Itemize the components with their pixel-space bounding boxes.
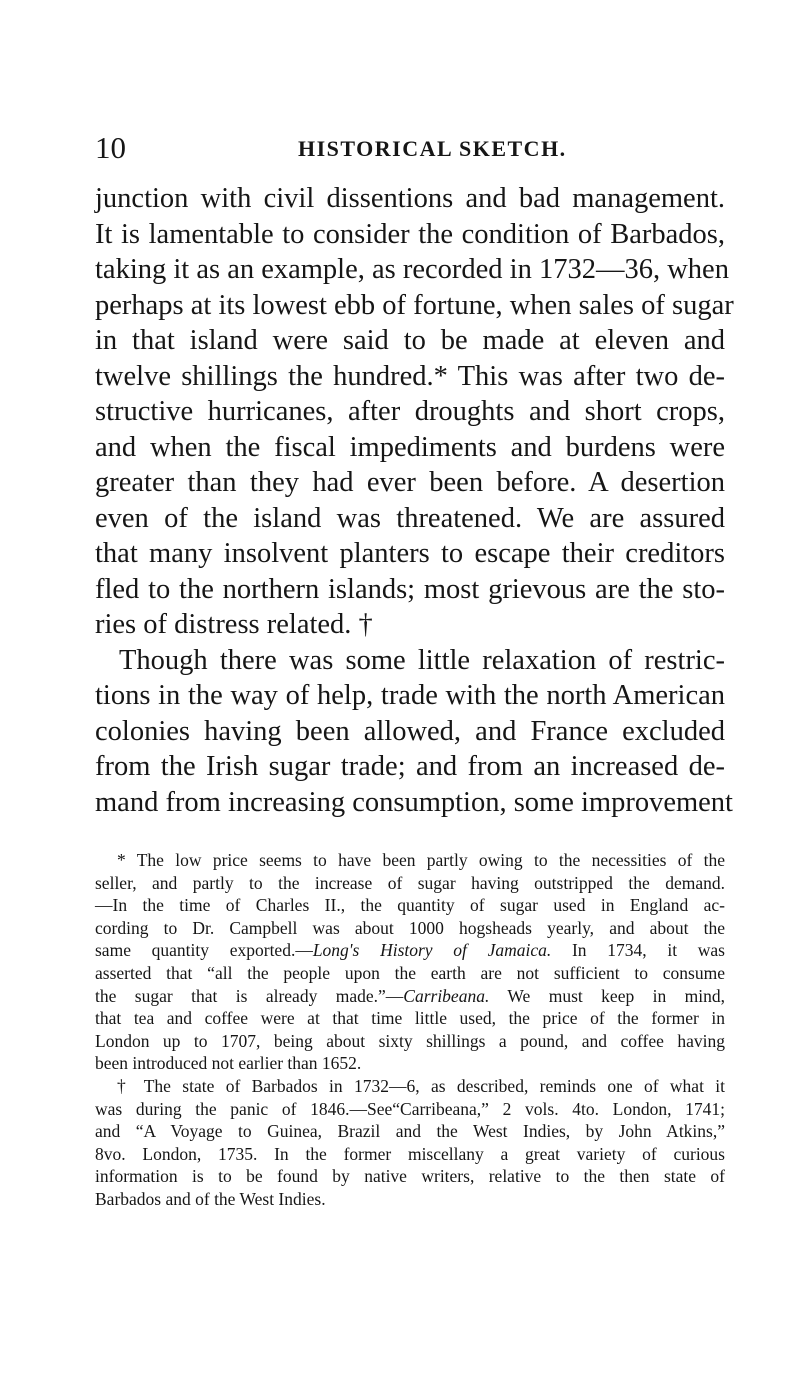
text-line: ries of distress related. † (95, 609, 373, 640)
footnote-asterisk (95, 849, 725, 1075)
text-line: that many insolvent planters to escape their creditors (95, 538, 725, 569)
footnote-line: cording to Dr. Campbell was about 1000 hogsheads yearly, and about the (95, 917, 725, 938)
footnote-text: We must keep in mind, (489, 985, 725, 1006)
text-line: even of the island was threatened. We are assured (95, 502, 725, 534)
footnote-text: the sugar that is already made.”— (95, 985, 404, 1006)
text-line: fled to the northern islands; most grievous are the sto- (95, 573, 725, 605)
text-line: greater than they had ever been before. A desertion (95, 467, 725, 498)
text-line: perhaps at its lowest ebb of fortune, when sales of sugar (95, 289, 734, 321)
footnote-citation: Carribeana. (403, 985, 490, 1006)
text-line: in that island were said to be made at eleven and (95, 325, 725, 356)
text-line: It is lamentable to consider the condition of Barbados, (95, 218, 725, 250)
footnote-text: same quantity exported.— (95, 940, 313, 961)
text-line: taking it as an example, as recorded in 1732—36, when (95, 254, 729, 285)
footnote-line: was during the panic of 1846.—See“Carribeana,” 2 vols. 4to. London, 1741; (95, 1098, 725, 1119)
text-line: colonies having been allowed, and France excluded (95, 715, 725, 747)
text-line: tions in the way of help, trade with the north American (95, 680, 725, 711)
footnote-line: 8vo. London, 1735. In the former miscellany a great variety of curious (95, 1143, 725, 1164)
footnote-line: been introduced not earlier than 1652. (95, 1053, 362, 1074)
footnote-line: Barbados and of the West Indies. (95, 1188, 326, 1209)
footnote-line: —In the time of Charles II., the quantity of sugar used in England ac- (95, 895, 725, 916)
text-line: and when the fiscal impediments and burdens were (95, 431, 725, 463)
footnote-line (95, 939, 725, 962)
footnote-line: information is to be found by native writers, relative to the then state of (95, 1166, 725, 1187)
text-line: junction with civil dissentions and bad management. (95, 183, 725, 214)
running-head: HISTORICAL SKETCH. (298, 136, 567, 161)
footnotes (95, 849, 725, 1211)
footnote-line: † The state of Barbados in 1732—6, as described, reminds one of what it (117, 1075, 725, 1096)
footnote-line: asserted that “all the people upon the earth are not sufficient to consume (95, 962, 725, 983)
footnote-line: * The low price seems to have been partly owing to the necessities of the (117, 850, 725, 870)
main-text (95, 181, 734, 820)
page-number: 10 (95, 130, 126, 165)
footnote-line: seller, and partly to the increase of sugar having outstripped the demand. (95, 872, 725, 893)
text-line: mand from increasing consumption, some improvement (95, 786, 733, 818)
footnote-line: that tea and coffee were at that time little used, the price of the former in (95, 1008, 725, 1029)
page-header (95, 128, 715, 168)
footnote-text: In 1734, it was (551, 940, 725, 961)
footnote-line (95, 985, 725, 1008)
footnote-citation: Long's History of Jamaica. (312, 940, 552, 961)
footnote-line: London up to 1707, being about sixty shillings a pound, and coffee having (95, 1030, 725, 1051)
text-line: from the Irish sugar trade; and from an increased de- (95, 751, 725, 782)
footnote-dagger (95, 1075, 725, 1211)
footnote-line: and “A Voyage to Guinea, Brazil and the West Indies, by John Atkins,” (95, 1121, 725, 1142)
text-line: Though there was some little relaxation of restric- (119, 644, 725, 676)
text-line: twelve shillings the hundred.* This was after two de- (95, 360, 725, 392)
text-line: structive hurricanes, after droughts and short crops, (95, 396, 725, 427)
